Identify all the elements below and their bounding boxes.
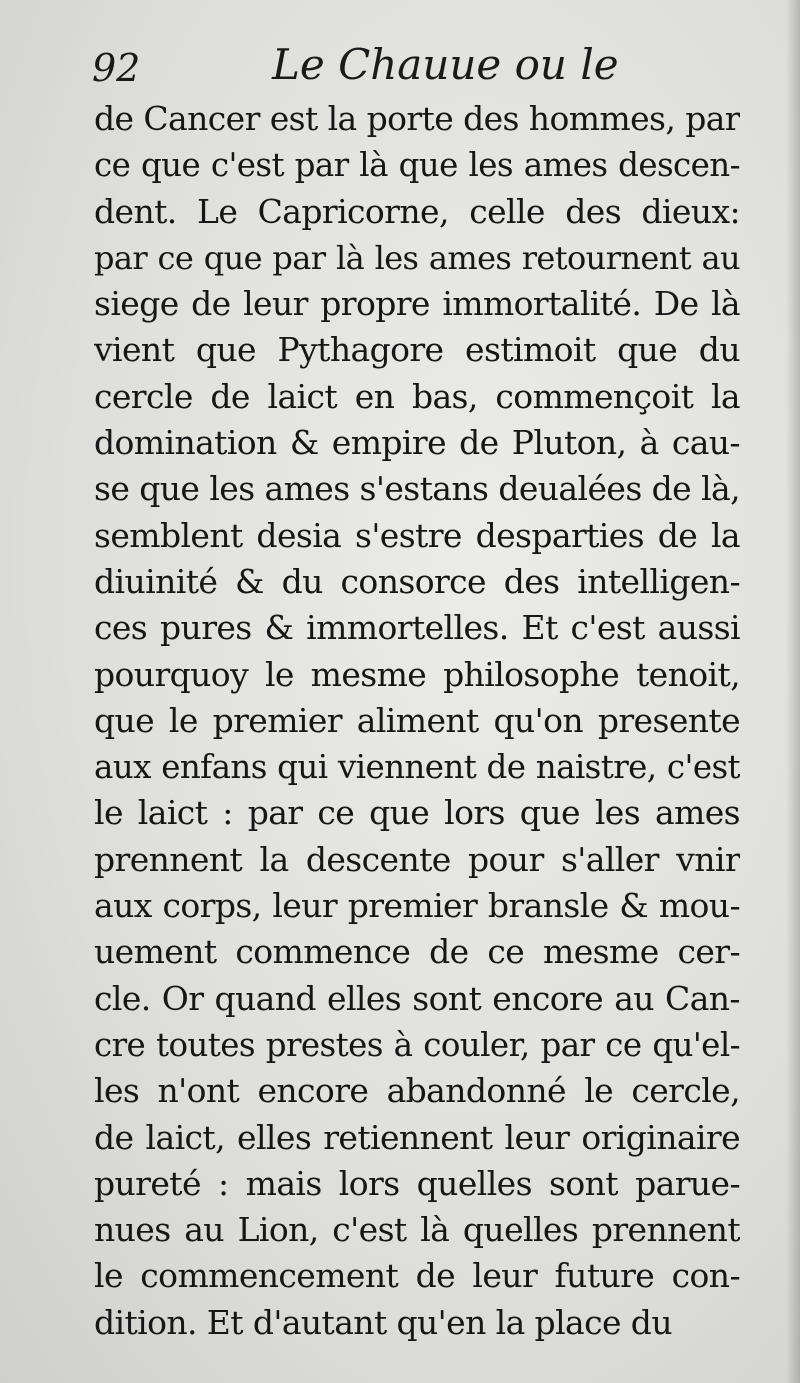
- text-line: semblent desia s'estre desparties de la: [94, 515, 740, 555]
- text-line: que le premier aliment qu'on presente: [94, 700, 740, 740]
- text-line: se que les ames s'estans deualées de là,: [94, 469, 740, 509]
- text-line: aux enfans qui viennent de naistre, c'est: [94, 748, 740, 787]
- text-line: dent. Le Capricorne, celle des dieux:: [94, 191, 740, 231]
- text-line: le commencement de leur future con-: [94, 1256, 740, 1296]
- text-line: ce que c'est par là que les ames descen-: [94, 146, 740, 185]
- text-line: cle. Or quand elles sont encore au Can-: [94, 978, 740, 1018]
- text-line: diuinité & du consorce des intelligen-: [94, 561, 740, 601]
- text-line: siege de leur propre immortalité. De là: [94, 284, 740, 324]
- text-line: de Cancer est la porte des hommes, par: [94, 99, 740, 138]
- text-line: de laict, elles retiennent leur originaire: [94, 1117, 740, 1157]
- body-text: [94, 96, 740, 1346]
- text-line: prennent la descente pour s'aller vnir: [94, 839, 740, 879]
- text-line: pourquoy le mesme philosophe tenoit,: [94, 654, 740, 694]
- text-line: par ce que par là les ames retournent au: [94, 238, 740, 277]
- running-title: Le Chauue ou le: [272, 40, 619, 89]
- text-line: cre toutes prestes à couler, par ce qu'el-: [94, 1025, 740, 1064]
- text-line: les n'ont encore abandonné le cercle,: [94, 1071, 740, 1111]
- text-line: vient que Pythagore estimoit que du: [94, 330, 740, 370]
- text-line: domination & empire de Pluton, à cau-: [94, 423, 740, 463]
- text-line: uement commence de ce mesme cer-: [94, 932, 740, 972]
- page-header: [92, 40, 742, 96]
- text-line: aux corps, leur premier bransle & mou-: [94, 886, 740, 926]
- text-line: nues au Lion, c'est là quelles prennent: [94, 1210, 740, 1250]
- page-number: 92: [92, 46, 141, 90]
- text-line: cercle de laict en bas, commençoit la: [94, 376, 740, 416]
- text-line: le laict : par ce que lors que les ames: [94, 793, 740, 833]
- text-line: ces pures & immortelles. Et c'est aussi: [94, 608, 740, 648]
- text-line: pureté : mais lors quelles sont parue-: [94, 1163, 740, 1203]
- text-line: dition. Et d'autant qu'en la place du: [94, 1302, 672, 1342]
